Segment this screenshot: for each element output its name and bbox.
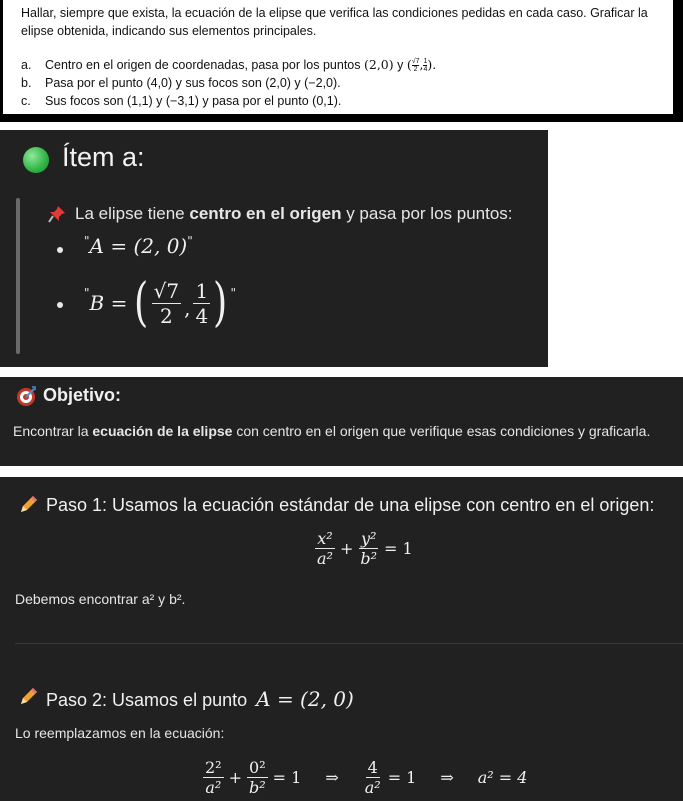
item-a-point1: (2,0) <box>363 57 394 72</box>
point-b: " B = ( $\frac{√7}{2}$ , $\frac{1}{4}$ ) " <box>84 273 237 333</box>
bullet-point-b <box>57 302 63 308</box>
item-a-panel <box>0 130 548 367</box>
pencil-icon <box>17 494 39 521</box>
item-a-label: a. <box>21 58 32 72</box>
item-c-label: c. <box>21 94 31 108</box>
item-a-description: La elipse tiene centro en el origen y pasa por los puntos: <box>75 204 513 223</box>
item-b-label: b. <box>21 76 32 90</box>
item-c-text: Sus focos son (1,1) y (−3,1) y pasa por el punto (0,1). <box>45 94 342 108</box>
item-b-text: Pasa por el punto (4,0) y sus focos son (2,0) y (−2,0). <box>45 76 341 90</box>
problem-statement <box>0 0 683 122</box>
step2-frac3: $\frac{4}{\text{a²}}$ <box>364 758 381 797</box>
step-divider <box>15 643 683 644</box>
point-a: "A = (2, 0)" <box>84 234 193 258</box>
item-a-frac1: $\frac{√7}{2}$ <box>411 58 420 74</box>
point-b-frac1: $\frac{√7}{2}$ <box>153 278 180 328</box>
step1-frac-x: $\frac{\text{x²}}{\text{a²}}$ <box>317 529 333 568</box>
point-b-frac2: $\frac{1}{4}$ <box>195 278 209 328</box>
item-a-description: Centro en el origen de coordenadas, pasa por los puntos <box>45 58 361 72</box>
objective-panel <box>0 377 683 466</box>
step2-frac1: $\frac{\text{2²}}{\text{a²}}$ <box>205 758 222 797</box>
step2-replace-text: Lo reemplazamos en la ecuación: <box>15 725 225 741</box>
step2-frac2: $\frac{\text{0²}}{\text{b²}}$ <box>249 758 266 797</box>
target-icon <box>15 385 37 412</box>
step2-equation: $\frac{\text{2²}}{\text{a²}}$ + $\frac{\text{0²}}{\text{b²}}$ = 1 ⇒ $\frac{4}{\text{a²}}$ = 1 ⇒ a² = 4 <box>205 758 528 797</box>
item-a-frac2: $\frac{1}{4}$ <box>423 58 428 74</box>
step1-heading: Paso 1: Usamos la ecuación estándar de una elipse con centro en el origen: <box>46 495 655 515</box>
problem-intro-line2: elipse obtenida, indicando sus elementos principales. <box>21 24 317 38</box>
green-circle-icon <box>23 147 49 173</box>
item-a-heading: Ítem a: <box>62 142 145 172</box>
steps-panel <box>0 477 683 801</box>
objective-text: Encontrar la ecuación de la elipse con centro en el origen que verifique esas condiciones y graficarla. <box>13 423 651 439</box>
bullet-point-a <box>57 247 63 253</box>
pencil-icon <box>17 686 39 713</box>
step2-heading: Paso 2: Usamos el punto A = (2, 0) <box>46 687 354 711</box>
objective-heading: Objetivo: <box>43 385 122 405</box>
item-a-text: Centro en el origen de coordenadas, pasa por los puntos (2,0) y ( $\frac{√7}{2}$ , $\frac{1}{4}$ ). <box>45 57 437 74</box>
blockquote-bar <box>16 198 20 354</box>
step1-find-text: Debemos encontrar a² y b². <box>15 591 186 607</box>
pushpin-icon <box>47 204 67 229</box>
step1-frac-y: $\frac{\text{y²}}{\text{b²}}$ <box>360 529 378 568</box>
item-a-conjunction: y <box>397 58 404 72</box>
problem-intro-line1: Hallar, siempre que exista, la ecuación de la elipse que verifica las condiciones pedidas en cada caso. Graficar la <box>21 6 648 20</box>
step1-equation: $\frac{\text{x²}}{\text{a²}}$ + $\frac{\text{y²}}{\text{b²}}$ = 1 <box>317 529 413 568</box>
